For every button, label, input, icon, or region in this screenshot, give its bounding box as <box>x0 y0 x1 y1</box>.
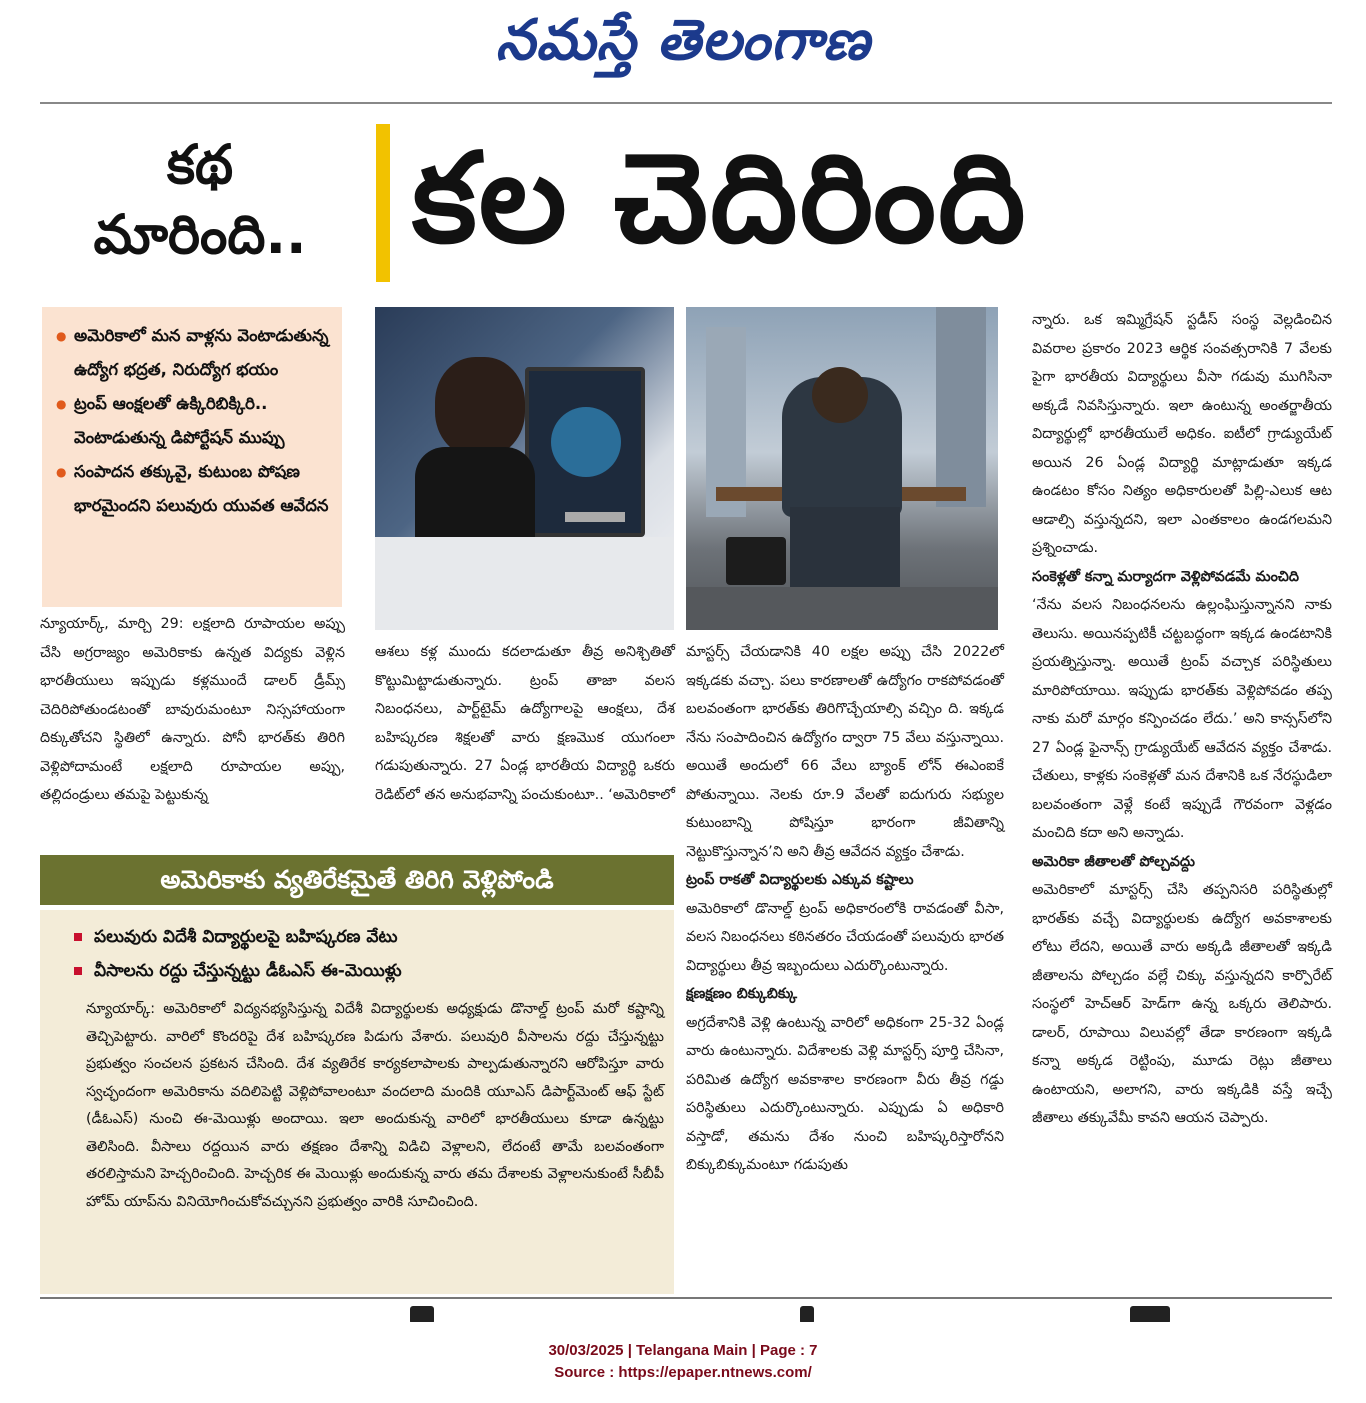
kicker-accent-bar <box>376 124 390 282</box>
paragraph: అగ్రదేశానికి వెళ్లి ఉంటున్న వారిలో అధికంగా 25-32 ఏండ్ల వారు ఉంటున్నారు. విదేశాలకు వెళ్లి మాస్టర్స్ పూర్తి చేసినా, పరిమిత ఉద్యోగ అవకాశాల కారణంగా వీరు తీవ్ర గడ్డు పరిస్థితులు ఎదుర్కొంటున్నారు. ఎప్పుడు ఏ అధికారి వస్తాడో, తమను దేశం నుంచి బహిష్కరిస్తారోనని బిక్కుబిక్కుమంటూ గడుపుతు <box>686 1014 1004 1173</box>
sidebar-bullet: పలువురు విదేశీ విద్యార్థులపై బహిష్కరణ వేటు <box>74 920 674 954</box>
subheading: సంకెళ్లతో కన్నా మర్యాదగా వెళ్లిపోవడమే మంచిది <box>1032 568 1299 585</box>
newspaper-logo: నమస్తే తెలంగాణ <box>495 8 871 73</box>
paragraph: ‘నేను వలస నిబంధనలను ఉల్లంఘిస్తున్నానని నాకు తెలుసు. అయినప్పటికీ చట్టబద్ధంగా ఇక్కడ ఉండటానికి ప్రయత్నిస్తున్నా. అయితే ట్రంప్ వచ్చాక పరిస్థితులు మారిపోయాయి. ఇప్పుడు భారత్‌కు వెళ్లిపోవడం తప్ప నాకు మరో మార్గం కన్పించడం లేదు.’ అని కాన్సస్‌లోని 27 ఏండ్ల ఫైనాన్స్ గ్రాడ్యుయేట్ ఆవేదన వ్యక్తం చేశాడు. చేతులు, కాళ్లకు సంకెళ్లతో మన దేశానికి ఒక నేరస్థుడిలా బలవంతంగా వెళ్లే కంటే ఇప్పుడే గౌరవంగా వెళ్లడం మంచిది కదా అని అన్నాడు. <box>1032 597 1332 841</box>
masthead-divider <box>40 102 1332 104</box>
paragraph: అమెరికాలో డొనాల్డ్ ట్రంప్ అధికారంలోకి రావడంతో వీసా, వలస నిబంధనలు కఠినతరం చేయడంతో పలువురు భారత విద్యార్థులు తీవ్ర ఇబ్బందులు ఎదుర్కొంటున్నారు. <box>686 900 1004 974</box>
photo-stressed-woman <box>375 307 674 630</box>
subheading: అమెరికా జీతాలతో పోల్చవద్దు <box>1032 853 1195 870</box>
paragraph: న్యూయార్క్: అమెరికాలో విద్యనభ్యసిస్తున్న విదేశీ విద్యార్థులకు అధ్యక్షుడు డొనాల్డ్ ట్రంప్ మరో కష్టాన్ని తెచ్చిపెట్టారు. వారిలో కొందరిపై దేశ బహిష్కరణ పిడుగు వేశారు. పలువురి వీసాలను రద్దు చేస్తున్నట్టు ప్రభుత్వం సంచలన ప్రకటన చేసింది. దేశ వ్యతిరేక కార్యకలాపాలకు పాల్పడుతున్నారని ఆరోపిస్తూ వారు స్వచ్ఛందంగా అమెరికాను వదిలిపెట్టి వెళ్లిపోవాలంటూ వందలాది మందికి యూఎస్ డిపార్ట్‌మెంట్ ఆఫ్ స్టేట్ (డీఓఎస్) నుంచి ఈ-మెయిళ్లు అందాయి. ఇలా అందుకున్న వారిలో భారతీయులు కూడా ఉన్నట్టు తెలిసింది. వీసాలు రద్దయిన వారు తక్షణం దేశాన్ని విడిచి వెళ్లాలని, లేదంటే తామే బలవంతంగా తరలిస్తామని హెచ్చరించింది. హెచ్చరిక ఈ మెయిళ్లు అందుకున్న వారు తమ దేశాలకు వెళ్లాలనుకుంటే సీబీపీ హోమ్ యాప్‌ను వినియోగించుకోవచ్చునని ప్రభుత్వం వారికి సూచించింది. <box>86 1001 664 1210</box>
paragraph: మాస్టర్స్ చేయడానికి 40 లక్షల అప్పు చేసి 2022లో ఇక్కడకు వచ్చా. పలు కారణాలతో ఉద్యోగం రాకపోవడంతో బలవంతంగా భారత్‌కు తిరిగొచ్చేయాల్సి వచ్చిం ది. ఇక్కడ నేను సంపాదించిన ఉద్యోగం ద్వారా 75 వేలు వస్తున్నాయి. అయితే అందులో 66 వేలు బ్యాంక్ లోన్ ఈఎంఐకే పోతున్నాయి. నెలకు రూ.9 వేలతో ఐదుగురు సభ్యుల కుటుంబాన్ని పోషిస్తూ భారంగా జీవితాన్ని నెట్టుకొస్తున్నాన’ని అని తీవ్ర ఆవేదన వ్యక్తం చేశాడు. <box>686 644 1004 860</box>
edition-info: 30/03/2025 | Telangana Main | Page : 7 <box>548 1342 818 1359</box>
next-article-clip <box>0 1300 1366 1322</box>
highlight-item: ● ట్రంప్ ఆంక్షలతో ఉక్కిరిబిక్కిరి.. వెంటాడుతున్న డిపోర్టేషన్ ముప్పు <box>60 387 332 455</box>
headline: కల చెదిరింది <box>412 127 1028 271</box>
page-bottom-divider <box>40 1297 1332 1299</box>
article-column-1 <box>40 610 345 810</box>
paragraph: ఆశలు కళ్ల ముందు కదలాడుతూ తీవ్ర అనిశ్చితితో కొట్టుమిట్టాడుతున్నారు. ట్రంప్ తాజా వలస నిబంధనలు, పార్ట్‌టైమ్ ఉద్యోగాలపై ఆంక్షలు, దేశ బహిష్కరణ శిక్షలతో వారు క్షణమొక యుగంలా గడుపుతున్నారు. 27 ఏండ్ల భారతీయ విద్యార్థి ఒకరు రెడిట్‌లో తన అనుభవాన్ని పంచుకుంటూ.. ‘అమెరికాలో <box>375 644 675 803</box>
kicker-line-2: మారింది.. <box>93 203 307 266</box>
kicker <box>40 130 360 270</box>
source-link[interactable]: Source : https://epaper.ntnews.com/ <box>554 1364 812 1381</box>
masthead <box>0 0 1366 100</box>
article-column-3 <box>686 638 1004 1180</box>
photo-stressed-man <box>686 307 998 630</box>
subheading: ట్రంప్ రాకతో విద్యార్థులకు ఎక్కువ కష్టాలు <box>686 872 914 888</box>
paragraph: న్యూయార్క్, మార్చి 29: లక్షలాది రూపాయల అప్పు చేసి అగ్రరాజ్యం అమెరికాకు ఉన్నత విద్యకు వెళ్లిన భారతీయులు ఇప్పుడు కళ్లముందే డాలర్ డ్రీమ్స్ చెదిరిపోతుండటంతో బావురుమంటూ నిస్సహాయంగా దిక్కుతోచని స్థితిలో ఉన్నారు. పోనీ భారత్‌కు తిరిగి వెళ్లిపోదామంటే లక్షలాది రూపాయల అప్పు, తల్లిదండ్రులు తమపై పెట్టుకున్న <box>40 616 345 803</box>
paragraph: అమెరికాలో మాస్టర్స్ చేసి తప్పనిసరి పరిస్థితుల్లో భారత్‌కు వచ్చే విద్యార్థులకు ఉద్యోగ అవకాశాలకు లోటు లేదని, అయితే వారు అక్కడి జీతాలతో ఇక్కడి జీతాలను పోల్చడం వల్లే చిక్కు వస్తున్నదని కార్పొరేట్ సంస్థలో హెచ్ఆర్ హెడ్‌గా ఉన్న ఒక్కరు తెలిపారు. డాలర్, రూపాయి విలువల్లో తేడా కారణంగా ఇక్కడి కన్నా అక్కడ రెట్టింపు, మూడు రెట్లు జీతాలు ఉంటాయని, అలాగని, వారు ఇక్కడికి వస్తే ఇచ్చే జీతాలు తక్కువేమీ కావని ఆయన చెప్పారు. <box>1032 882 1332 1126</box>
sidebar-story-bullets <box>40 910 674 994</box>
highlights-box <box>42 307 342 607</box>
sidebar-story-body <box>40 994 674 1294</box>
kicker-line-1: కథ <box>166 133 234 196</box>
highlight-item: ● అమెరికాలో మన వాళ్లను వెంటాడుతున్న ఉద్యోగ భద్రత, నిరుద్యోగ భయం <box>60 319 332 387</box>
sidebar-story-title: అమెరికాకు వ్యతిరేకమైతే తిరిగి వెళ్లిపోండి <box>160 865 554 894</box>
highlight-item: ● సంపాదన తక్కువై, కుటుంబ పోషణ భారమైందని పలువురు యువత ఆవేదన <box>60 455 332 523</box>
paragraph: న్నారు. ఒక ఇమ్మిగ్రేషన్ స్టడీస్ సంస్థ వెల్లడించిన వివరాల ప్రకారం 2023 ఆర్థిక సంవత్సరానికి 7 వేలకు పైగా భారతీయ విద్యార్థులు వీసా గడువు ముగిసినా అక్కడే నివసిస్తున్నారు. ఇలా ఉంటున్న అంతర్జాతీయ విద్యార్థుల్లో భారతీయులే అధికం. ఐటీలో గ్రాడ్యుయేట్ అయిన 26 ఏండ్ల విద్యార్థి మాట్లాడుతూ ఇక్కడ ఉండటం కోసం నిత్యం అధికారులతో పిల్లి-ఎలుక ఆట ఆడాల్సి వస్తున్నదని, ఇలా ఎంతకాలం ఉండగలమని ప్రశ్నించాడు. <box>1032 312 1332 556</box>
page-footer <box>0 1340 1366 1384</box>
subheading: క్షణక్షణం బిక్కుబిక్కు <box>686 986 798 1002</box>
article-column-4 <box>1032 306 1332 1133</box>
sidebar-bullet: వీసాలను రద్దు చేస్తున్నట్టు డీఓఎస్ ఈ-మెయిళ్లు <box>74 954 674 988</box>
sidebar-story-header <box>40 855 674 905</box>
article-column-2 <box>375 638 675 809</box>
